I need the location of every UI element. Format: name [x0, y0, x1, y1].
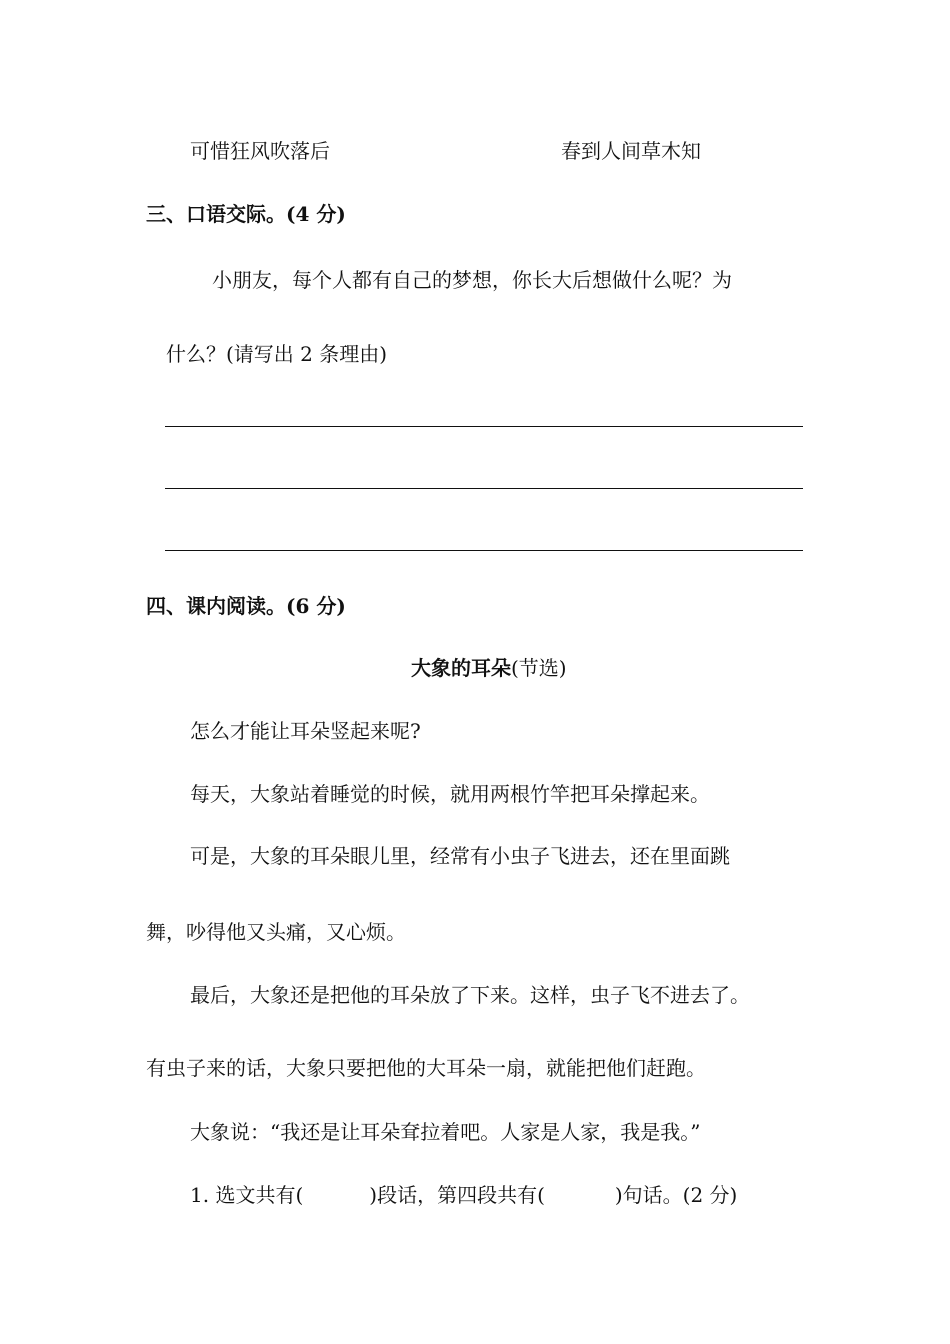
answer-line-3[interactable] — [165, 550, 803, 551]
answer-line-2[interactable] — [165, 488, 803, 489]
passage-title-note: (节选) — [511, 656, 567, 680]
passage-title-wrap — [411, 658, 567, 678]
question-1-part2: )段话，第四段共有( — [369, 1183, 545, 1207]
section3-prompt-line2: 什么？(请写出 2 条理由) — [166, 342, 388, 366]
question-1-part1: 选文共有( — [215, 1183, 304, 1207]
answer-line-1[interactable] — [165, 426, 803, 427]
section4-heading: 四、课内阅读。(6 分) — [146, 594, 346, 618]
question-1-part3: )句话。(2 分) — [614, 1183, 738, 1207]
passage-title: 大象的耳朵 — [411, 656, 511, 680]
paragraph-3-line1: 可是，大象的耳朵眼儿里，经常有小虫子飞进去，还在里面跳 — [190, 844, 730, 868]
paragraph-4-line1: 最后，大象还是把他的耳朵放了下来。这样，虫子飞不进去了。 — [190, 983, 750, 1007]
poem-line-right: 春到人间草木知 — [561, 139, 701, 163]
paragraph-3-line2: 舞，吵得他又头痛，又心烦。 — [146, 920, 406, 944]
section3-heading: 三、口语交际。(4 分) — [146, 202, 346, 226]
poem-line-left: 可惜狂风吹落后 — [190, 139, 330, 163]
section3-prompt-line1: 小朋友，每个人都有自己的梦想，你长大后想做什么呢？为 — [212, 268, 732, 292]
paragraph-2: 每天，大象站着睡觉的时候，就用两根竹竿把耳朵撑起来。 — [190, 782, 710, 806]
paragraph-5: 大象说：“我还是让耳朵耷拉着吧。人家是人家，我是我。” — [190, 1120, 701, 1144]
paragraph-4-line2: 有虫子来的话，大象只要把他的大耳朵一扇，就能把他们赶跑。 — [146, 1056, 706, 1080]
paragraph-1: 怎么才能让耳朵竖起来呢? — [190, 719, 421, 743]
question-1-number: 1. — [190, 1183, 210, 1207]
question-1 — [190, 1185, 737, 1205]
